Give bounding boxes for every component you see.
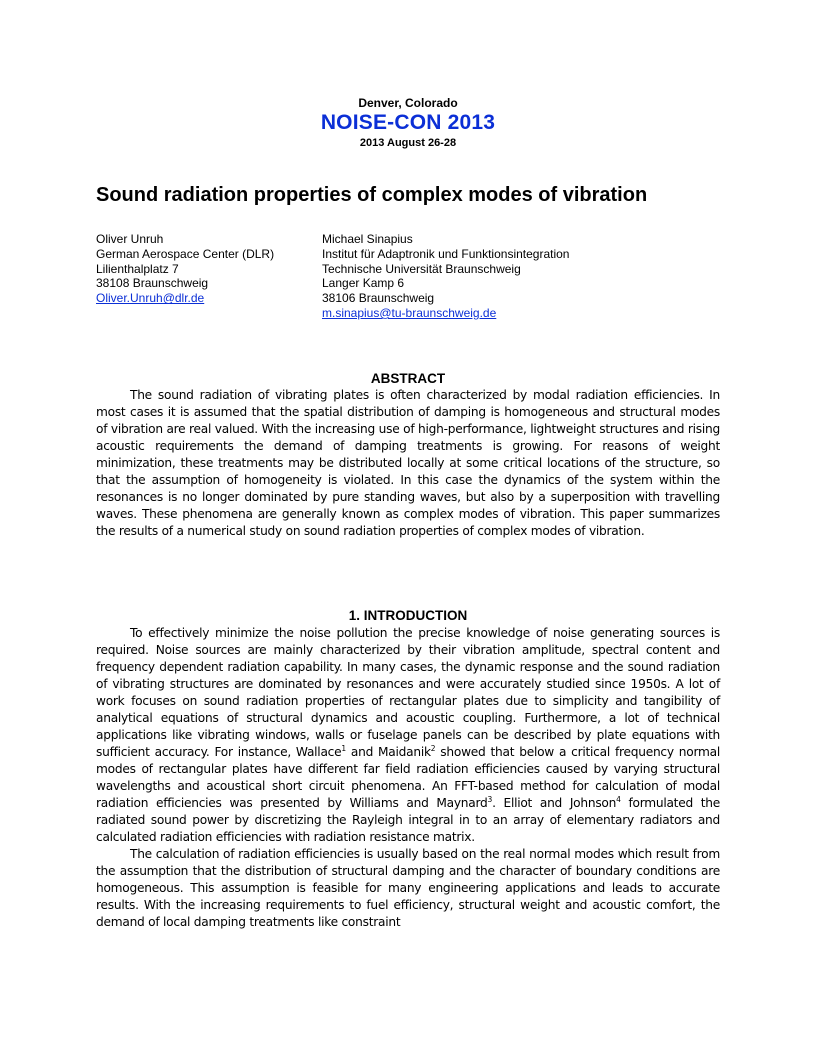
introduction-paragraph-1 <box>96 625 720 846</box>
introduction-paragraph-2: The calculation of radiation efficiencies is usually based on the real normal modes which result from the assumption that the distribution of structural damping and the character of boundary conditions are homogeneous. This assumption is feasible for many engineering applications and leads to accurate results. With the increasing requirements to fuel efficiency, structural weight and acoustic comfort, the demand of local damping treatments like constraint <box>96 847 720 929</box>
abstract-body <box>96 387 720 540</box>
citation-ref: 4 <box>616 795 621 804</box>
text-run: . Elliot and Johnson <box>492 796 617 810</box>
author-block-2 <box>322 232 569 321</box>
conference-location: Denver, Colorado <box>358 96 458 110</box>
abstract-heading: ABSTRACT <box>370 371 446 386</box>
text-run: formulated the radiated sound power by discretizing the Rayleigh integral in to an array of elementary radiators and calculated radiation efficiencies with radiation resistance matrix. <box>96 796 720 844</box>
author-email-link[interactable]: Oliver.Unruh@dlr.de <box>96 291 205 306</box>
author-city: 38108 Braunschweig <box>96 276 209 291</box>
text-run: To effectively minimize the noise pollution the precise knowledge of noise generating sources is required. Noise sources are mainly characterized by their vibration amplitude, spectral content and frequency dependent radiation capability. In many cases, the dynamic response and the sound radiation of vibrating structures are dominated by resonances and were accurately studied since 1950s. A lot of work focuses on sound radiation properties of rectangular plates due to simplicity and tangibility of analytical equations of structural dynamics and acoustic coupling. Furthermore, a lot of technical applications like vibrating windows, walls or fuselage panels can be described by plate equations with sufficient accuracy. For instance, Wallace <box>96 626 720 759</box>
author-name: Michael Sinapius <box>322 232 413 246</box>
author-name: Oliver Unruh <box>96 232 164 246</box>
author-street: Langer Kamp 6 <box>322 276 405 291</box>
author-affiliation: German Aerospace Center (DLR) <box>96 246 275 261</box>
text-run: and Maidanik <box>345 745 431 759</box>
author-email-link[interactable]: m.sinapius@tu-braunschweig.de <box>322 305 497 320</box>
citation-ref: 1 <box>341 744 346 753</box>
citation-ref: 3 <box>487 795 493 804</box>
author-affiliation: Institut für Adaptronik und Funktionsintegration <box>322 246 570 261</box>
conference-dates: 2013 August 26-28 <box>359 137 457 149</box>
abstract-paragraph: The sound radiation of vibrating plates is often characterized by modal radiation efficiencies. In most cases it is assumed that the spatial distribution of damping is homogeneous and structural modes of vibration are real valued. With the increasing use of high-performance, lightweight structures and rising acoustic requirements the demand of damping treatments is growing. For reasons of weight minimization, these treatments may be distributed locally at some critical locations of the structure, so that the assumption of homogeneity is violated. In this case the dynamics of the system within the resonances is no longer dominated by pure standing waves, but also by a superposition with travelling waves. These phenomena are generally known as complex modes of vibration. This paper summarizes the results of a numerical study on sound radiation properties of complex modes of vibration. <box>96 388 720 538</box>
citation-ref: 2 <box>430 744 436 753</box>
introduction-body <box>96 625 720 931</box>
author-block-1 <box>96 232 274 306</box>
author-city: 38106 Braunschweig <box>322 291 435 306</box>
text-run: showed that below a critical frequency normal modes of rectangular plates have different far field radiation efficiencies caused by varying structural wavelengths and acoustical short circuit phenomena. An FFT-based method for calculation of modal radiation efficiencies was presented by Williams and Maynard <box>96 745 721 810</box>
author-street: Lilienthalplatz 7 <box>96 261 179 276</box>
conference-name: NOISE-CON 2013 <box>320 111 496 134</box>
paper-title: Sound radiation properties of complex modes of vibration <box>96 184 648 206</box>
author-institution: Technische Universität Braunschweig <box>322 261 521 276</box>
introduction-heading: 1. INTRODUCTION <box>348 608 468 623</box>
